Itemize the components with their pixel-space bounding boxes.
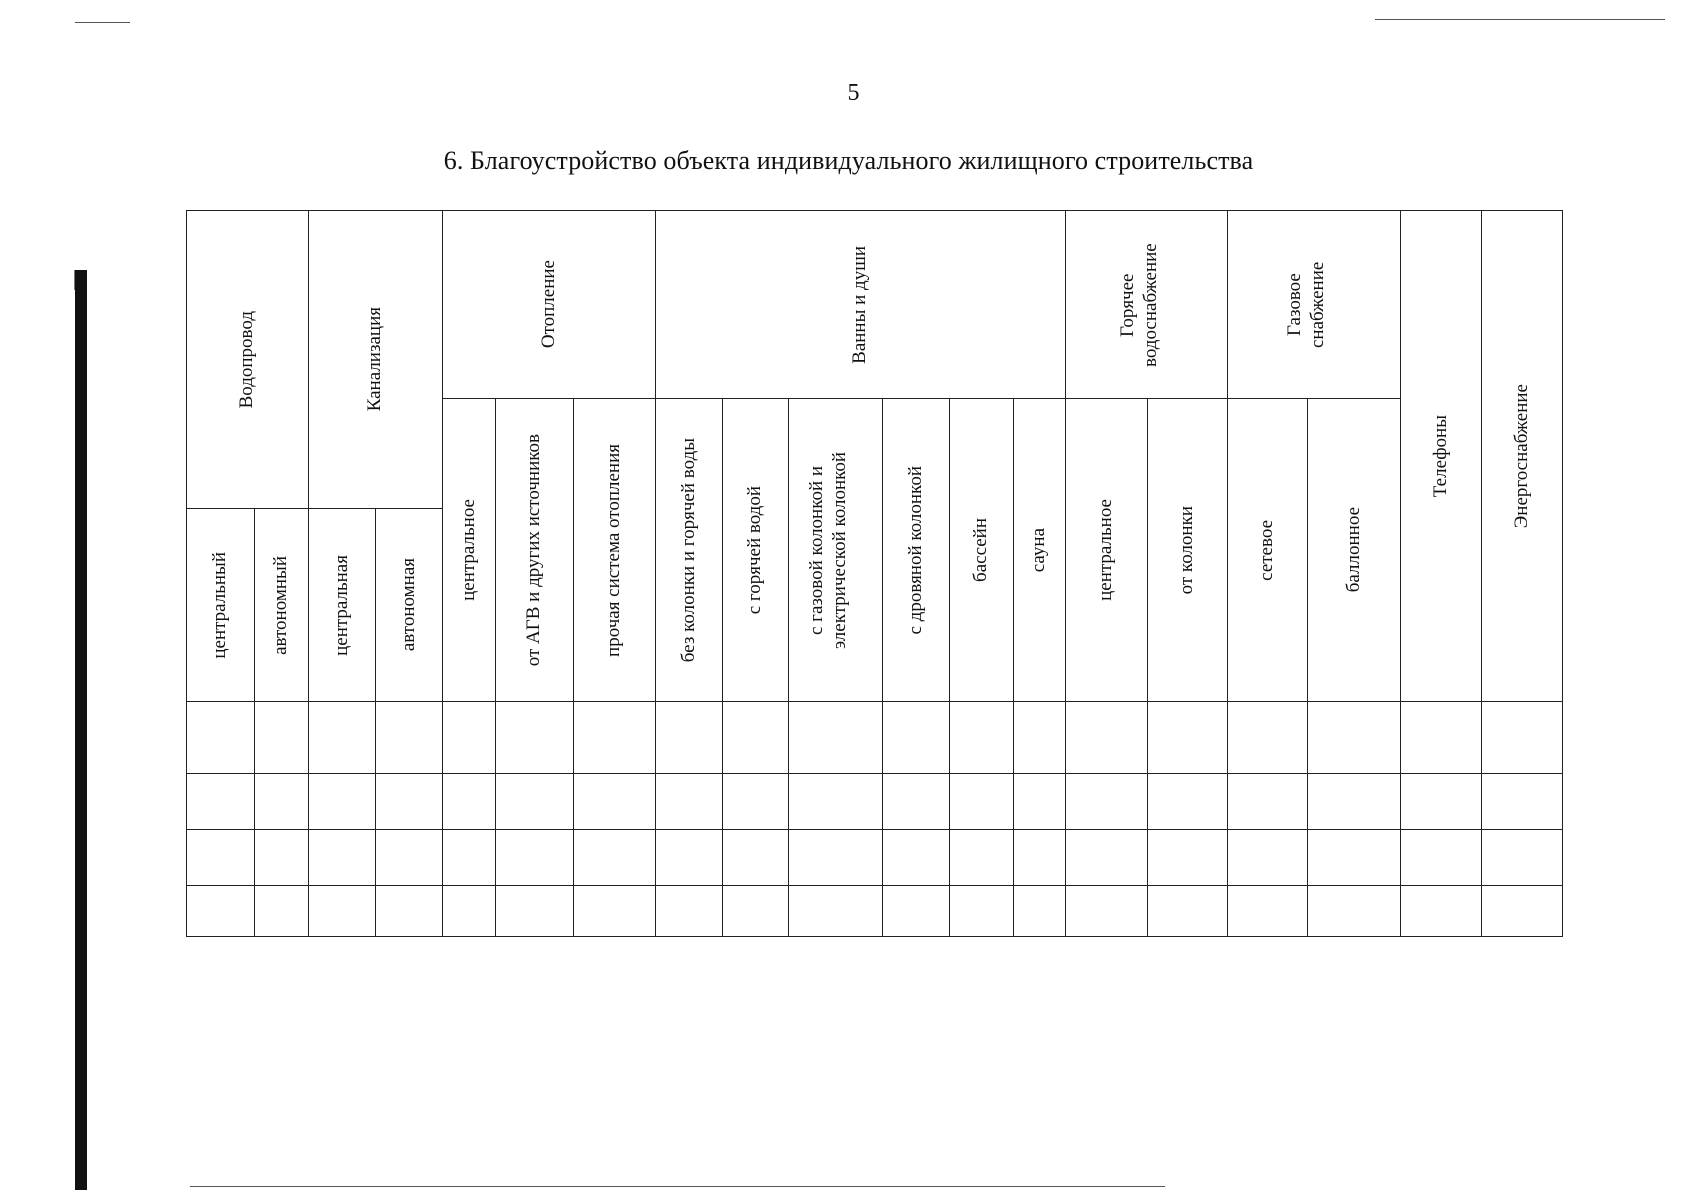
- table-cell: [496, 830, 574, 886]
- table-cell: [1228, 830, 1308, 886]
- header-phones: Телефоны: [1401, 211, 1482, 702]
- table-cell: [1482, 774, 1563, 830]
- table-cell: [255, 830, 309, 886]
- table-cell: [789, 702, 883, 774]
- col-baths-sauna: сауна: [1014, 399, 1066, 702]
- table-cell: [1228, 774, 1308, 830]
- col-heating-agv: от АГВ и других источников: [496, 399, 574, 702]
- table-cell: [1014, 886, 1066, 937]
- col-baths-hot-water: с горячей водой: [723, 399, 789, 702]
- table-cell: [376, 702, 443, 774]
- table-cell: [309, 774, 376, 830]
- table-cell: [789, 774, 883, 830]
- table-cell: [255, 774, 309, 830]
- table-cell: [443, 830, 496, 886]
- table-cell: [1148, 702, 1228, 774]
- table-cell: [574, 774, 656, 830]
- table-cell: [1308, 774, 1401, 830]
- table-cell: [1401, 886, 1482, 937]
- table-cell: [1066, 702, 1148, 774]
- col-gas-cylinder: баллонное: [1308, 399, 1401, 702]
- table-cell: [496, 886, 574, 937]
- table-cell: [1228, 886, 1308, 937]
- table-cell: [1308, 830, 1401, 886]
- table-cell: [950, 886, 1014, 937]
- table-cell: [1401, 774, 1482, 830]
- table-row: [187, 774, 1563, 830]
- table-cell: [1148, 830, 1228, 886]
- table-cell: [1014, 702, 1066, 774]
- table-cell: [574, 702, 656, 774]
- page-number: 5: [847, 80, 860, 106]
- col-hotwater-central: центральное: [1066, 399, 1148, 702]
- col-baths-no-heater: без колонки и горячей воды: [656, 399, 723, 702]
- scan-edge-bottom: [190, 1186, 1165, 1187]
- table-cell: [496, 702, 574, 774]
- table-cell: [255, 702, 309, 774]
- col-hotwater-column: от колонки: [1148, 399, 1228, 702]
- table-cell: [883, 886, 950, 937]
- table-cell: [443, 702, 496, 774]
- table-cell: [1014, 830, 1066, 886]
- table-cell: [1066, 830, 1148, 886]
- col-sewer-autonomous: автономная: [376, 509, 443, 702]
- table-cell: [883, 702, 950, 774]
- header-water: Водопровод: [187, 211, 309, 509]
- table-cell: [723, 774, 789, 830]
- table-cell: [1482, 886, 1563, 937]
- table-cell: [656, 886, 723, 937]
- col-baths-gas-electric: с газовой колонкой и электрической колонкой: [789, 399, 883, 702]
- table-cell: [1148, 774, 1228, 830]
- scan-binding-bar: [75, 270, 87, 1190]
- col-gas-network: сетевое: [1228, 399, 1308, 702]
- table-cell: [574, 830, 656, 886]
- col-baths-pool: бассейн: [950, 399, 1014, 702]
- scan-edge-top-left: [75, 22, 130, 23]
- header-power: Энергоснабжение: [1482, 211, 1563, 702]
- table-cell: [656, 830, 723, 886]
- table-cell: [309, 830, 376, 886]
- table-cell: [187, 886, 255, 937]
- table-cell: [496, 774, 574, 830]
- table-row: [187, 830, 1563, 886]
- table-cell: [1066, 886, 1148, 937]
- col-water-central: центральный: [187, 509, 255, 702]
- table-cell: [443, 886, 496, 937]
- table-cell: [1308, 886, 1401, 937]
- table-cell: [443, 774, 496, 830]
- table-cell: [1014, 774, 1066, 830]
- table-cell: [656, 774, 723, 830]
- table-row: [187, 702, 1563, 774]
- table-cell: [187, 774, 255, 830]
- col-sewer-central: центральная: [309, 509, 376, 702]
- col-water-autonomous: автономный: [255, 509, 309, 702]
- table-cell: [309, 702, 376, 774]
- section-title: 6. Благоустройство объекта индивидуального жилищного строительства: [443, 146, 1254, 175]
- table-cell: [1148, 886, 1228, 937]
- table-cell: [950, 774, 1014, 830]
- scan-edge-top-right: [1375, 19, 1665, 20]
- header-heating: Отопление: [443, 211, 656, 399]
- table-cell: [789, 886, 883, 937]
- table-cell: [376, 886, 443, 937]
- table-cell: [1482, 830, 1563, 886]
- table-cell: [376, 774, 443, 830]
- col-baths-wood: с дровяной колонкой: [883, 399, 950, 702]
- table-cell: [950, 830, 1014, 886]
- table-cell: [723, 886, 789, 937]
- table-cell: [1401, 702, 1482, 774]
- table-cell: [187, 830, 255, 886]
- table-cell: [1308, 702, 1401, 774]
- header-hot-water: Горячее водоснабжение: [1066, 211, 1228, 399]
- table-cell: [883, 774, 950, 830]
- table-cell: [376, 830, 443, 886]
- header-baths: Ванны и души: [656, 211, 1066, 399]
- table-cell: [1066, 774, 1148, 830]
- table-cell: [950, 702, 1014, 774]
- table-cell: [883, 830, 950, 886]
- table-cell: [255, 886, 309, 937]
- header-sewer: Канализация: [309, 211, 443, 509]
- table-cell: [309, 886, 376, 937]
- table-cell: [656, 702, 723, 774]
- table-cell: [723, 702, 789, 774]
- col-heating-other: прочая система отопления: [574, 399, 656, 702]
- table-cell: [723, 830, 789, 886]
- scan-edge-left: [74, 270, 75, 290]
- table-cell: [187, 702, 255, 774]
- table-cell: [1401, 830, 1482, 886]
- table-cell: [574, 886, 656, 937]
- amenities-table: [186, 210, 1563, 937]
- table-cell: [1228, 702, 1308, 774]
- table-row: [187, 886, 1563, 937]
- table-cell: [789, 830, 883, 886]
- col-heating-central: центральное: [443, 399, 496, 702]
- table-cell: [1482, 702, 1563, 774]
- header-gas: Газовое снабжение: [1228, 211, 1401, 399]
